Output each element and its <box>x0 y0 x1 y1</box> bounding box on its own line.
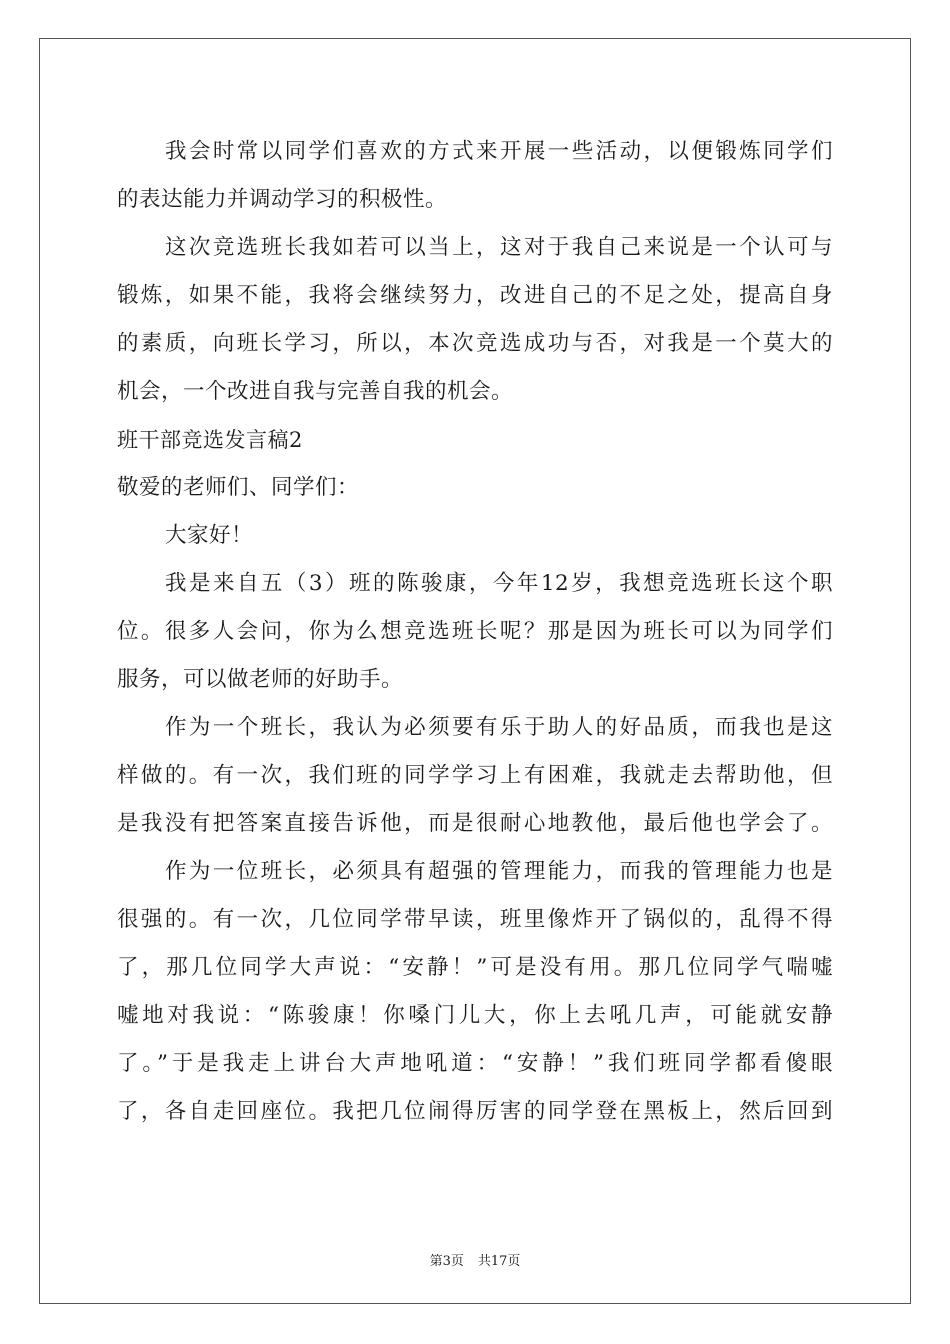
text-line: 位。很多人会问，你为么想竞选班长呢？那是因为班长可以为同学们 <box>117 619 833 644</box>
document-body <box>117 128 833 1136</box>
text-line: 我是来自五（3）班的陈骏康，今年12岁，我想竞选班长这个职 <box>165 571 833 596</box>
section-heading: 班干部竞选发言稿2 <box>117 428 303 452</box>
text-line: 了，那几位同学大声说：“安静！”可是没有用。那几位同学气喘嘘 <box>117 955 833 980</box>
text-line: 了，各自走回座位。我把几位闹得厉害的同学登在黑板上，然后回到 <box>117 1099 833 1124</box>
text-line: 的素质，向班长学习，所以，本次竞选成功与否，对我是一个莫大的 <box>117 331 833 356</box>
salutation: 敬爱的老师们、同学们： <box>117 475 360 500</box>
text-line: 机会，一个改进自我与完善自我的机会。 <box>117 379 514 404</box>
text-line: 作为一位班长，必须具有超强的管理能力，而我的管理能力也是 <box>165 859 833 884</box>
text-line: 是我没有把答案直接告诉他，而是很耐心地教他，最后他也学会了。 <box>117 811 833 836</box>
text-line: 样做的。有一次，我们班的同学学习上有困难，我就走去帮助他，但 <box>117 763 833 788</box>
page-total: 共17页 <box>477 1254 521 1269</box>
text-line: 这次竞选班长我如若可以当上，这对于我自己来说是一个认可与 <box>165 235 833 260</box>
page-footer <box>0 1250 950 1269</box>
page-number: 第3页 <box>429 1254 464 1269</box>
greeting: 大家好！ <box>165 523 254 548</box>
text-line: 很强的。有一次，几位同学带早读，班里像炸开了锅似的，乱得不得 <box>117 907 833 932</box>
text-line: 作为一个班长，我认为必须要有乐于助人的好品质，而我也是这 <box>165 715 833 740</box>
text-line: 服务，可以做老师的好助手。 <box>117 667 404 692</box>
text-line: 嘘地对我说：“陈骏康！你嗓门儿大，你上去吼几声，可能就安静 <box>117 1003 833 1028</box>
text-line: 锻炼，如果不能，我将会继续努力，改进自己的不足之处，提高自身 <box>117 283 833 308</box>
text-line: 了。”于是我走上讲台大声地吼道：“安静！”我们班同学都看傻眼 <box>117 1051 833 1076</box>
text-line: 我会时常以同学们喜欢的方式来开展一些活动，以便锻炼同学们 <box>165 139 833 164</box>
text-line: 的表达能力并调动学习的积极性。 <box>117 187 448 212</box>
